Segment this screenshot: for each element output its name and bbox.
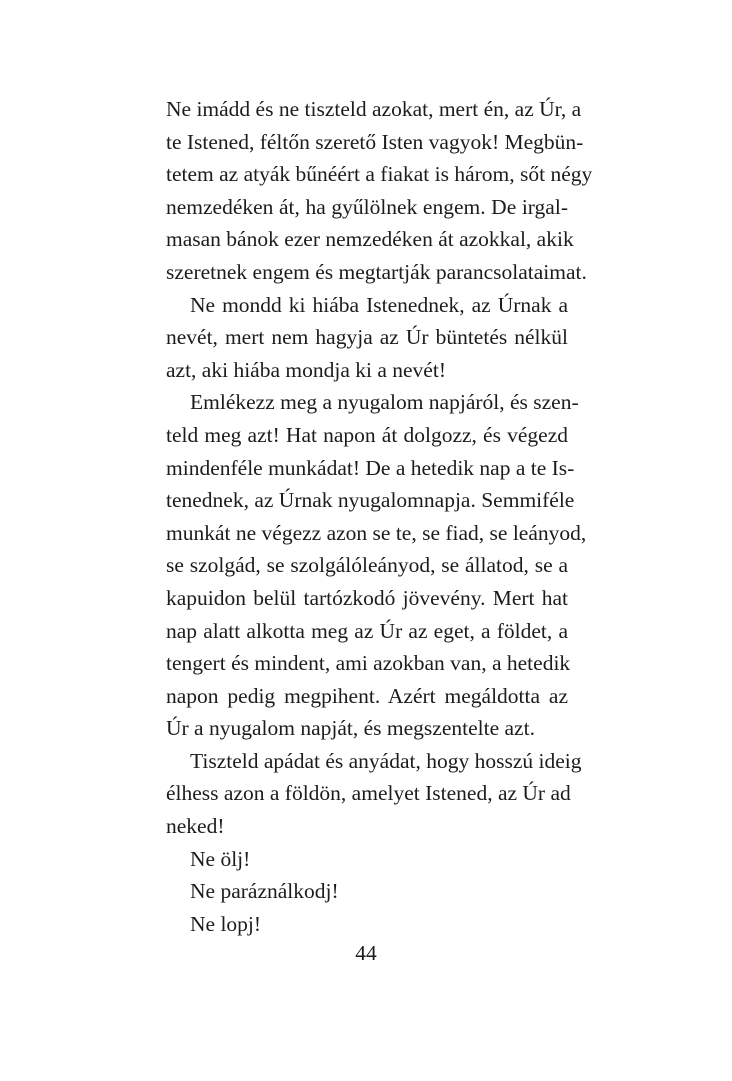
text-line: Emlékezz meg a nyugalom napjáról, és szen- [190,390,579,415]
body-text [166,93,593,940]
text-line: se szolgád, se szolgálóleányod, se állatod, se a [166,553,568,578]
text-line: Ne lopj! [190,911,262,936]
text-line: tengert és mindent, ami azokban van, a hetedik [166,651,571,676]
text-line: Úr a nyugalom napját, és megszentelte azt. [166,716,535,741]
text-line: Ne ölj! [190,846,251,871]
text-line: munkát ne végezz azon se te, se fiad, se leányod, [166,520,587,545]
text-line: azt, aki hiába mondja ki a nevét! [166,357,446,382]
text-line: Ne imádd és ne tiszteld azokat, mert én, az Úr, a [166,97,582,121]
text-line: napon pedig megpihent. Azért megáldotta az [166,683,568,708]
text-line: nevét, mert nem hagyja az Úr büntetés nélkül [166,325,568,350]
text-line: kapuidon belül tartózkodó jövevény. Mert hat [166,585,568,610]
text-line: tetem az atyák bűnéért a fiakat is három, sőt négy [166,162,593,187]
text-line: szeretnek engem és megtartják parancsolataimat. [166,259,587,284]
text-line: Ne paráználkodj! [190,879,339,904]
text-line: teld meg azt! Hat napon át dolgozz, és végezd [166,422,568,447]
text-line: masan bánok ezer nemzedéken át azokkal, akik [166,227,574,252]
text-line: mindenféle munkádat! De a hetedik nap a te Is- [166,455,575,480]
page-number: 44 [355,941,377,965]
text-line: nap alatt alkotta meg az Úr az eget, a földet, a [166,618,568,643]
text-line: neked! [166,814,225,839]
text-line: Ne mondd ki hiába Istenednek, az Úrnak a [190,292,568,317]
text-line: Tiszteld apádat és anyádat, hogy hosszú ideig [190,748,582,773]
text-line: élhess azon a földön, amelyet Istened, az Úr ad [166,781,571,806]
text-line: te Istened, féltőn szerető Isten vagyok! Megbün- [166,129,584,154]
text-line: tenednek, az Úrnak nyugalomnapja. Semmiféle [166,488,575,513]
text-line: nemzedéken át, ha gyűlölnek engem. De irgal- [166,194,568,219]
